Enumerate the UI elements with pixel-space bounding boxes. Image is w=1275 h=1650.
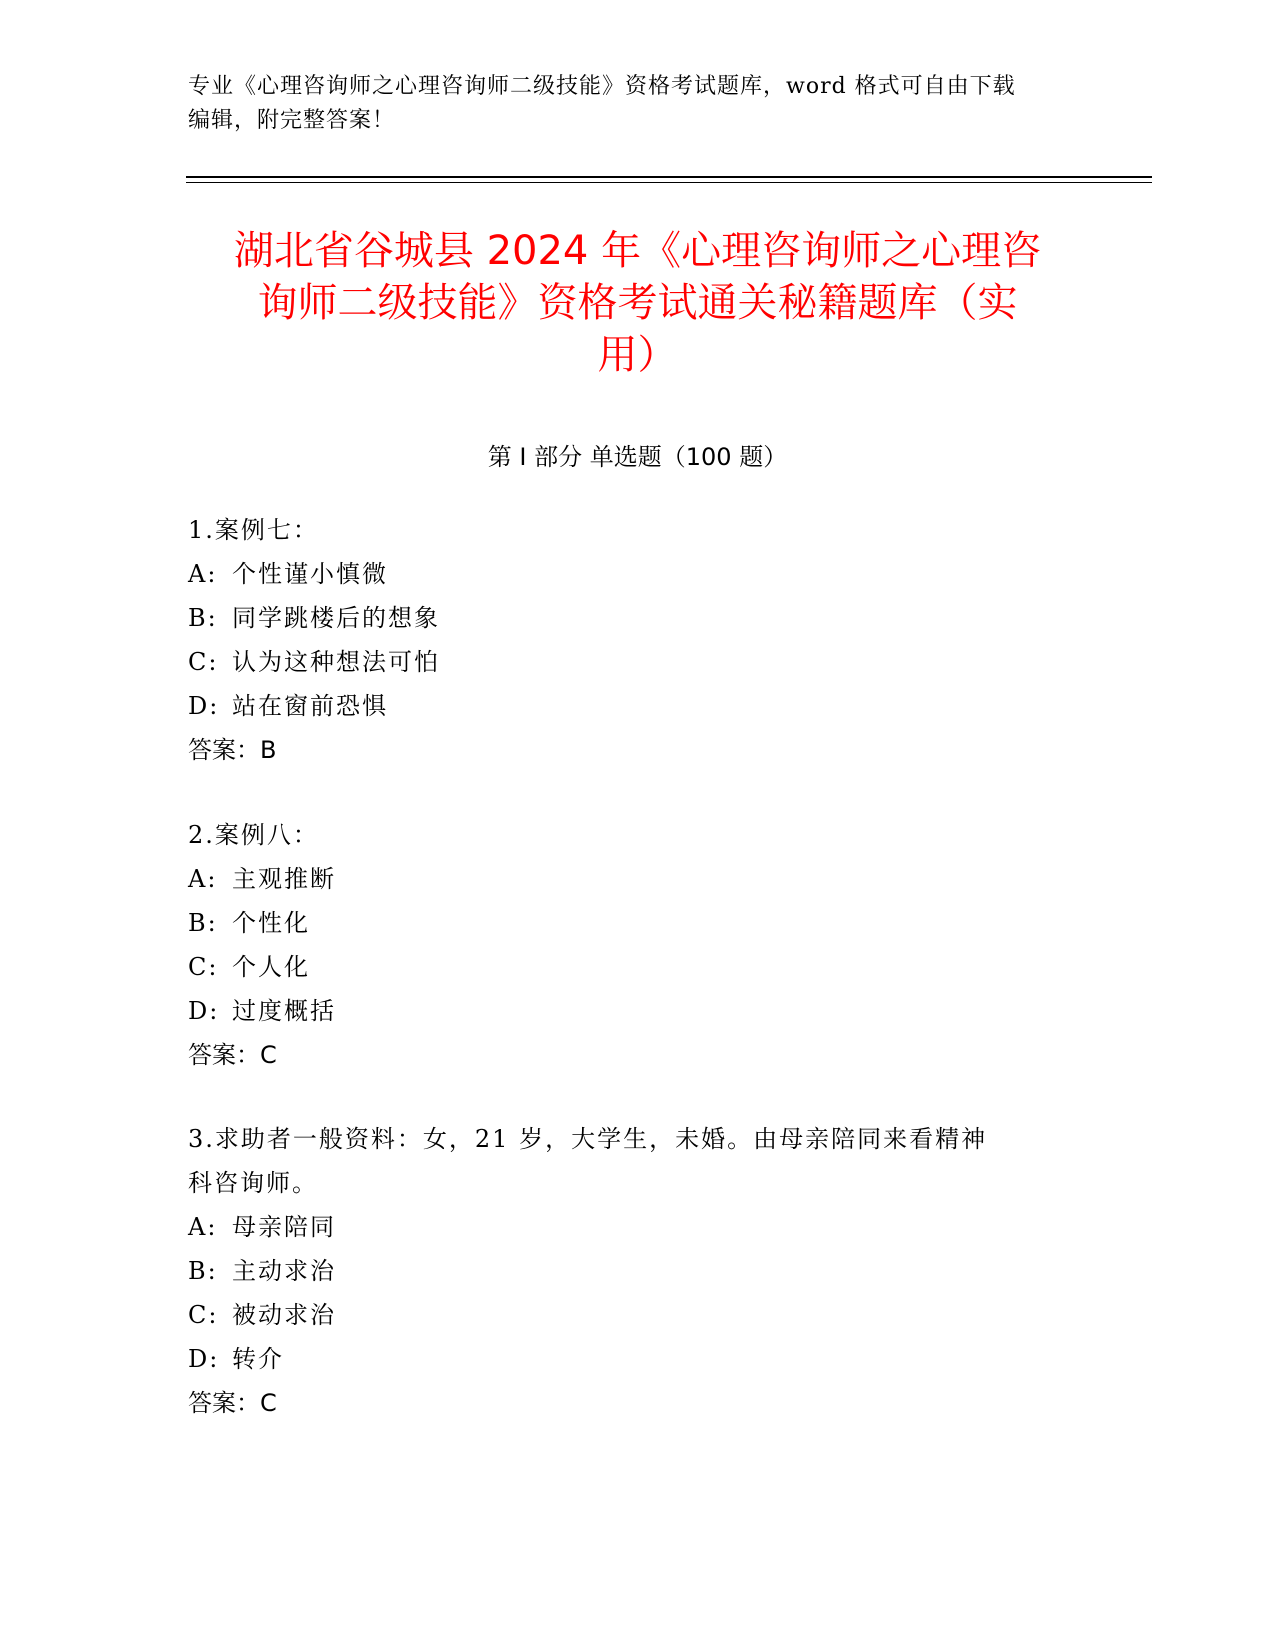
option-text: 转介 (232, 1345, 284, 1373)
option-letter: A: (188, 865, 218, 893)
header-divider-thick (186, 176, 1152, 178)
document-header-note (188, 70, 1088, 138)
question-1-option-c (188, 640, 1088, 684)
document-title-line-2: 询师二级技能》资格考试通关秘籍题库（实 (257, 280, 1018, 326)
document-title-line-3: 用） (597, 332, 678, 378)
option-text: 个人化 (232, 953, 310, 981)
header-divider-thin (186, 182, 1152, 183)
question-3-option-a (188, 1205, 1088, 1249)
option-letter: D: (188, 997, 220, 1025)
option-text: 站在窗前恐惧 (232, 692, 388, 720)
option-text: 个性谨小慎微 (232, 560, 388, 588)
option-letter: A: (188, 1213, 218, 1241)
question-2-option-c (188, 945, 1088, 989)
option-text: 认为这种想法可怕 (232, 648, 440, 676)
question-1-option-a (188, 552, 1088, 596)
option-text: 母亲陪同 (232, 1213, 336, 1241)
option-letter: C: (188, 953, 219, 981)
option-letter: C: (188, 1301, 219, 1329)
question-3-option-d (188, 1337, 1088, 1381)
header-note-line-1: 专业《心理咨询师之心理咨询师二级技能》资格考试题库，word 格式可自由下载 (188, 74, 1016, 99)
option-text: 过度概括 (232, 997, 336, 1025)
question-2 (188, 813, 1088, 1077)
option-letter: B: (188, 604, 218, 632)
option-text: 同学跳楼后的想象 (232, 604, 440, 632)
question-3-stem-line-1: 3.求助者一般资料：女，21 岁，大学生，未婚。由母亲陪同来看精神 (188, 1125, 988, 1153)
option-letter: D: (188, 692, 220, 720)
question-3-option-c (188, 1293, 1088, 1337)
question-3-stem-line-2: 科咨询师。 (188, 1169, 318, 1197)
question-2-option-b (188, 901, 1088, 945)
option-letter: D: (188, 1345, 220, 1373)
header-note-line-2: 编辑，附完整答案！ (188, 108, 396, 133)
option-text: 主动求治 (232, 1257, 336, 1285)
document-title-line-1: 湖北省谷城县 2024 年《心理咨询师之心理咨 (233, 228, 1042, 274)
question-1 (188, 508, 1088, 772)
question-2-answer: 答案：C (188, 1041, 277, 1069)
question-1-stem: 1.案例七： (188, 516, 319, 544)
option-letter: A: (188, 560, 218, 588)
question-2-option-a (188, 857, 1088, 901)
question-3-answer: 答案：C (188, 1389, 277, 1417)
section-heading: 第 I 部分 单选题（100 题） (487, 443, 788, 471)
question-2-option-d (188, 989, 1088, 1033)
question-1-option-b (188, 596, 1088, 640)
question-1-option-d (188, 684, 1088, 728)
option-text: 被动求治 (232, 1301, 336, 1329)
option-letter: B: (188, 909, 218, 937)
question-3 (188, 1117, 1088, 1425)
option-text: 主观推断 (232, 865, 336, 893)
question-1-answer: 答案：B (188, 736, 277, 764)
option-letter: C: (188, 648, 219, 676)
question-2-stem: 2.案例八： (188, 821, 319, 849)
option-text: 个性化 (232, 909, 310, 937)
option-letter: B: (188, 1257, 218, 1285)
question-3-option-b (188, 1249, 1088, 1293)
document-title (170, 225, 1105, 381)
